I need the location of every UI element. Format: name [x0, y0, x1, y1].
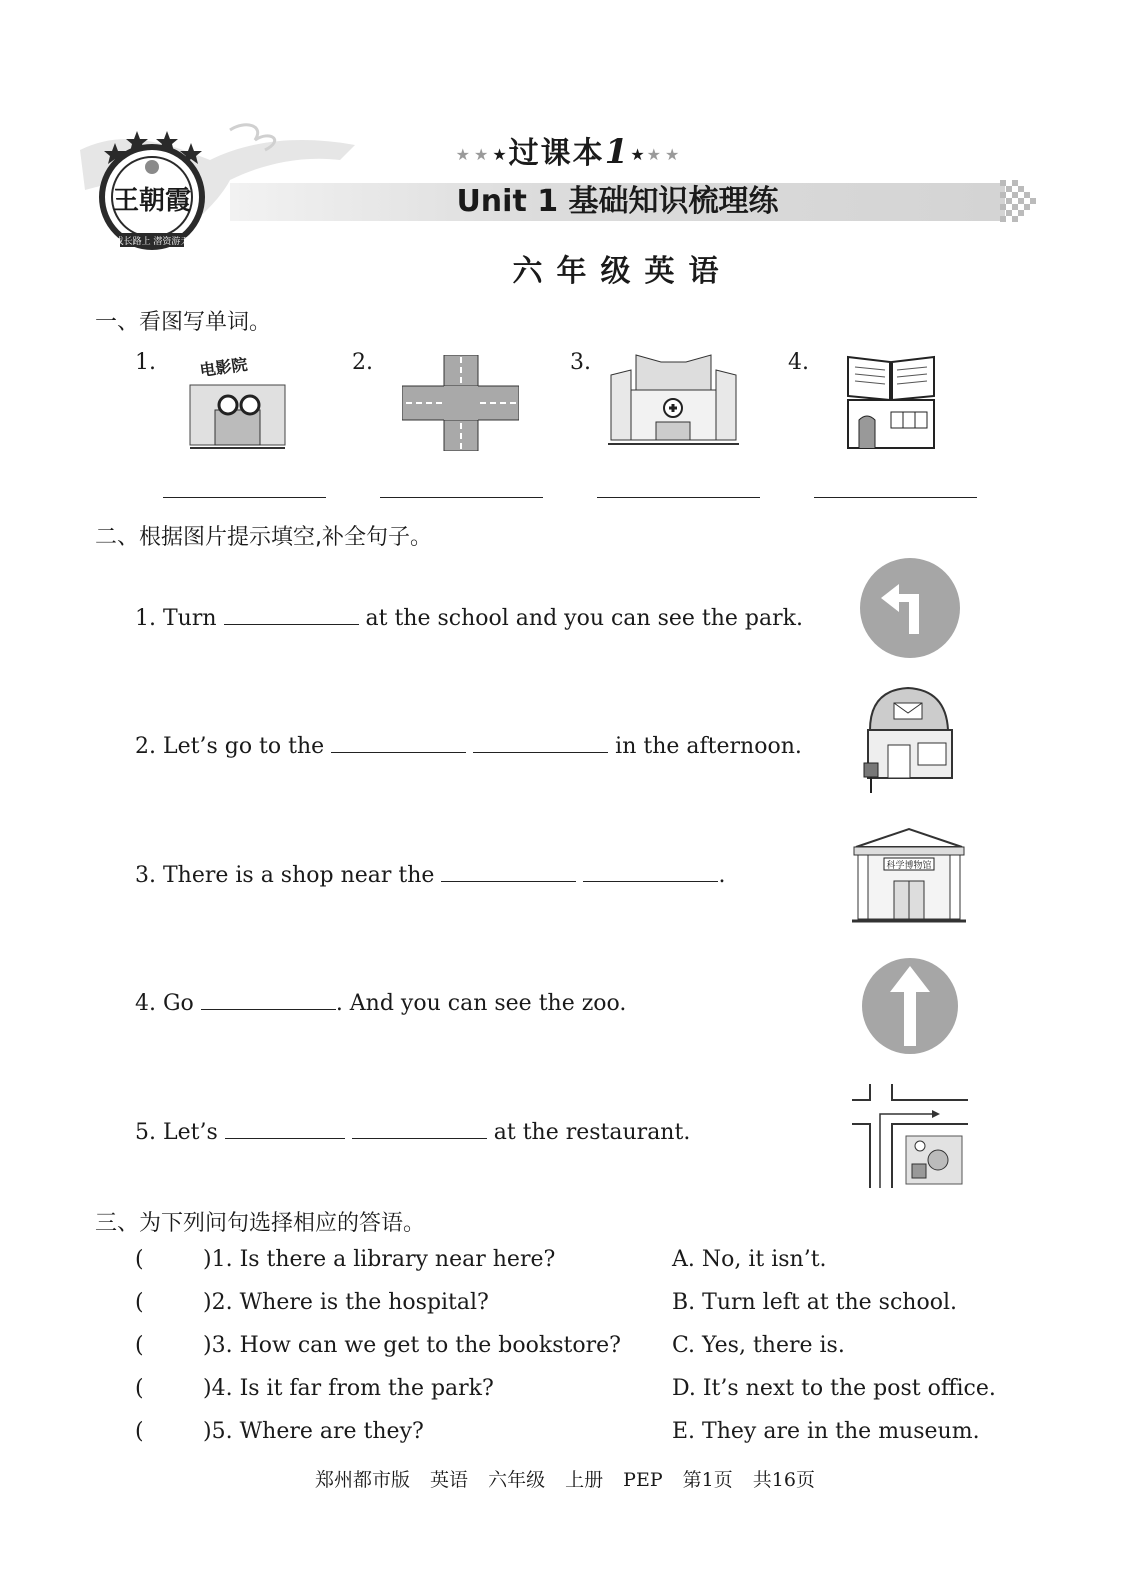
blank-input[interactable]: [201, 989, 336, 1010]
blank-input[interactable]: [331, 732, 466, 753]
blank-input[interactable]: [473, 732, 608, 753]
answer-paren[interactable]: (: [135, 1247, 144, 1272]
answer-line[interactable]: [380, 497, 543, 498]
answer-option: A. No, it isn’t.: [672, 1247, 827, 1272]
s2-sentence: 5. Let’s at the restaurant.: [135, 1120, 691, 1145]
logo-text: 王朝霞: [112, 186, 192, 216]
museum-sign: 科学博物馆: [886, 861, 932, 871]
s2-sentence: 1. Turn at the school and you can see the park.: [135, 606, 803, 631]
crossing-icon: [402, 355, 519, 451]
s2-sentence: 3. There is a shop near the .: [135, 863, 726, 888]
turn-left-icon: [858, 556, 962, 660]
blank-input[interactable]: [352, 1118, 487, 1139]
s2-sentence: 4. Go . And you can see the zoo.: [135, 991, 627, 1016]
science-museum-icon: [850, 825, 968, 927]
section1-title: 一、看图写单词。: [95, 310, 272, 335]
series-title: ★★★过课本1★★★: [455, 132, 684, 172]
question-row: ( )5. Where are they?: [135, 1419, 424, 1444]
page-footer: 郑州都市版 英语 六年级 上册 PEP 第1页 共16页: [315, 1469, 815, 1491]
answer-paren[interactable]: (: [135, 1419, 144, 1444]
checker-decoration: [1000, 180, 1040, 224]
s2-sentence: 2. Let’s go to the in the afternoon.: [135, 734, 802, 759]
answer-option: C. Yes, there is.: [672, 1333, 845, 1358]
blank-input[interactable]: [583, 861, 718, 882]
s1-num: 1.: [135, 350, 156, 375]
turn-right-map-icon: [850, 1084, 970, 1190]
cinema-icon: [180, 350, 295, 455]
blank-input[interactable]: [224, 604, 359, 625]
answer-paren[interactable]: (: [135, 1376, 144, 1401]
question-row: ( )1. Is there a library near here?: [135, 1247, 556, 1272]
s1-num: 4.: [788, 350, 809, 375]
blank-input[interactable]: [225, 1118, 345, 1139]
answer-option: B. Turn left at the school.: [672, 1290, 957, 1315]
answer-option: D. It’s next to the post office.: [672, 1376, 996, 1401]
answer-line[interactable]: [163, 497, 326, 498]
logo-slogan: 成长路上 潜资游天: [114, 237, 190, 247]
subject-title: 六年级英语: [512, 254, 733, 289]
question-row: ( )3. How can we get to the bookstore?: [135, 1333, 621, 1358]
section2-title: 二、根据图片提示填空,补全句子。: [95, 525, 432, 550]
question-row: ( )4. Is it far from the park?: [135, 1376, 494, 1401]
s1-num: 2.: [352, 350, 373, 375]
straight-arrow-icon: [860, 956, 960, 1056]
s1-num: 3.: [570, 350, 591, 375]
bookstore-icon: [845, 352, 937, 449]
question-row: ( )2. Where is the hospital?: [135, 1290, 489, 1315]
unit-title: Unit 1 基础知识梳理练: [456, 184, 779, 219]
post-office-icon: [860, 685, 958, 795]
answer-paren[interactable]: (: [135, 1333, 144, 1358]
section3-title: 三、为下列问句选择相应的答语。: [95, 1211, 426, 1236]
answer-paren[interactable]: (: [135, 1290, 144, 1315]
answer-line[interactable]: [597, 497, 760, 498]
hospital-icon: [606, 350, 741, 450]
blank-input[interactable]: [441, 861, 576, 882]
answer-option: E. They are in the museum.: [672, 1419, 980, 1444]
answer-line[interactable]: [814, 497, 977, 498]
cinema-sign: 电影院: [198, 354, 249, 381]
